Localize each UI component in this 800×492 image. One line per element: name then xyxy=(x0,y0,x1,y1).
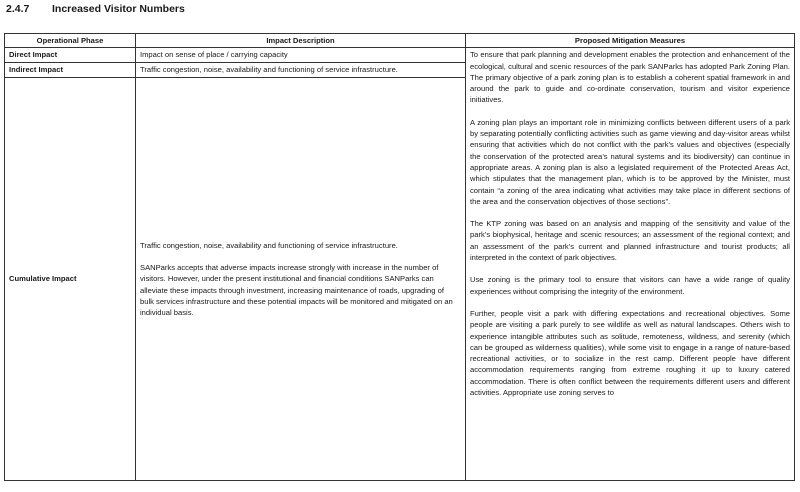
impact-indirect: Traffic congestion, noise, availability and functioning of service infrastructure. xyxy=(136,62,466,77)
mitigation-cell xyxy=(466,48,795,481)
phase-indirect: Indirect Impact xyxy=(5,62,136,77)
header-impact-description: Impact Description xyxy=(136,34,466,48)
phase-cumulative: Cumulative Impact xyxy=(5,77,136,480)
mitigation-paragraph-1: To ensure that park planning and development enables the protection and enhancement of the ecological, cultural and scenic resources of the park SANParks has adopted Park Zoning Plan. The primary objective of a park zoning plan is to establish a coherent spatial framework in and around the park to guide and co-ordinate conservation, tourism and visitor experience initiatives. xyxy=(470,50,790,105)
header-operational-phase: Operational Phase xyxy=(5,34,136,48)
impact-table xyxy=(4,33,795,481)
section-title: Increased Visitor Numbers xyxy=(52,3,185,15)
impact-direct: Impact on sense of place / carrying capacity xyxy=(136,48,466,62)
mitigation-paragraph-4: Use zoning is the primary tool to ensure that visitors can have a wide range of quality experiences without comprising the integrity of the environment. xyxy=(470,275,790,296)
mitigation-paragraph-5: Further, people visit a park with differing expectations and recreational objectives. Some people are visiting a park purely to see wildlife as well as natural landscapes. Others wish to experience intangible attributes such as solitude, remoteness, wildness, and serenity (which can be grouped as wilderness qualities), while some visit to engage in a range of nature-based recreational activities, or to socialize in the rest camp. Different people have different accommodation requirements ranging from extreme roughing it up to luxury catered accommodation. There is often conflict between the requirements different users and different activities. Appropriate use zoning serves to xyxy=(470,308,790,398)
impact-cumulative-paragraph-2: SANParks accepts that adverse impacts increase strongly with increase in the number of visitors. However, under the present institutional and financial conditions SANParks can alleviate these impacts through investment, increasing maintenance of roads, upgrading of bulk services infrastructure and these potential impacts will be monitored and mitigated on an individual basis. xyxy=(140,262,453,318)
table-header-row xyxy=(5,34,795,48)
impact-cumulative-paragraph-1: Traffic congestion, noise, availability and functioning of service infrastructure. xyxy=(140,240,398,250)
impact-cumulative xyxy=(136,77,466,480)
section-number: 2.4.7 xyxy=(6,3,30,15)
header-mitigation-measures: Proposed Mitigation Measures xyxy=(466,34,795,48)
section-heading xyxy=(6,3,185,15)
mitigation-content xyxy=(470,49,790,479)
mitigation-paragraph-3: The KTP zoning was based on an analysis and mapping of the sensitivity and value of the park’s biophysical, heritage and scenic resources; an assessment of the regional context; and an assessment of the park’s current and planned infrastructure and tourist products; all interpreted in the context of park objectives. xyxy=(470,219,790,263)
table-row-direct xyxy=(5,48,795,62)
phase-direct: Direct Impact xyxy=(5,48,136,62)
mitigation-paragraph-2: A zoning plan plays an important role in minimizing conflicts between different users of a park by separating potentially conflicting activities such as game viewing and day-visitor areas whilst ensuring that activities which do not conflict with the park’s values and objectives (especially the conservation of the protected area’s natural systems and its biodiversity) can continue in appropriate areas. A zoning plan is also a legislated requirement of the Protected Areas Act, which stipulates that the management plan, which is to be approved by the Minister, must contain “a zoning of the area indicating what activities may take place in different sections of the area and the conservation objectives of those sections”. xyxy=(470,117,790,206)
